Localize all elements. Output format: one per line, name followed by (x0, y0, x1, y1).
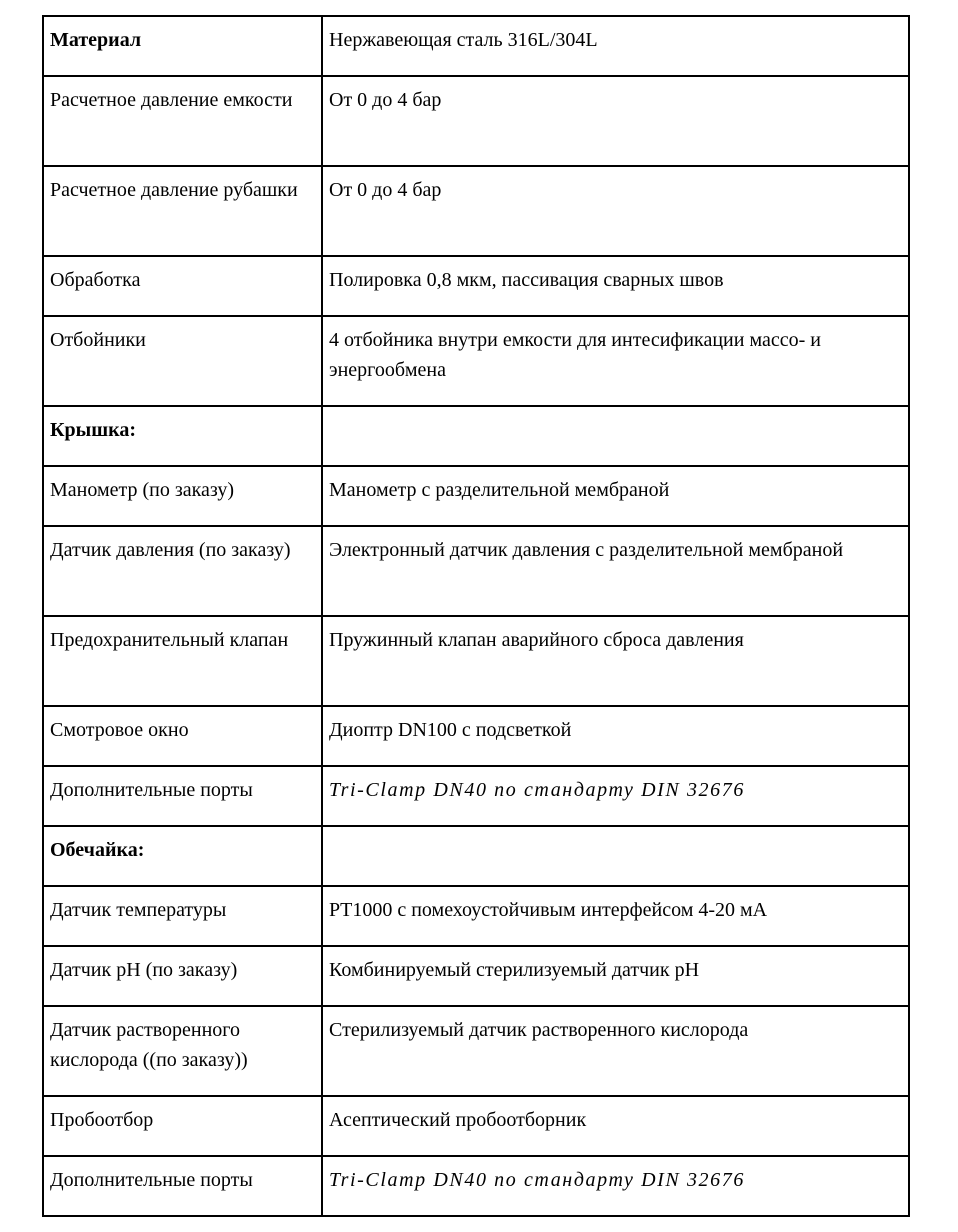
table-row (43, 616, 909, 706)
row-label: Дополнительные порты (43, 766, 322, 826)
table-row (43, 316, 909, 406)
table-row (43, 1006, 909, 1096)
section-heading: Крышка: (43, 406, 322, 466)
table-row (43, 886, 909, 946)
row-label: Дополнительные порты (43, 1156, 322, 1216)
table-row (43, 766, 909, 826)
table-row (43, 76, 909, 166)
row-label: Смотровое окно (43, 706, 322, 766)
section-heading: Обечайка: (43, 826, 322, 886)
row-value: От 0 до 4 бар (322, 166, 909, 256)
table-row (43, 166, 909, 256)
table-row (43, 466, 909, 526)
table-row (43, 1096, 909, 1156)
table-row (43, 256, 909, 316)
row-value: Диоптр DN100 с подсветкой (322, 706, 909, 766)
row-value: Полировка 0,8 мкм, пассивация сварных швов (322, 256, 909, 316)
row-value: Tri-Clamp DN40 по стандарту DIN 32676 (322, 1156, 909, 1216)
section-row-shell (43, 826, 909, 886)
row-label: Датчик pH (по заказу) (43, 946, 322, 1006)
table-row (43, 526, 909, 616)
row-value: PT1000 с помехоустойчивым интерфейсом 4-20 мА (322, 886, 909, 946)
row-label: Расчетное давление рубашки (43, 166, 322, 256)
row-value: 4 отбойника внутри емкости для интесификации массо- и энергообмена (322, 316, 909, 406)
table-row (43, 1156, 909, 1216)
row-label: Пробоотбор (43, 1096, 322, 1156)
row-label: Манометр (по заказу) (43, 466, 322, 526)
row-label: Отбойники (43, 316, 322, 406)
specification-table (42, 15, 910, 1217)
row-value: Электронный датчик давления с разделительной мембраной (322, 526, 909, 616)
row-label: Датчик давления (по заказу) (43, 526, 322, 616)
row-value: Пружинный клапан аварийного сброса давления (322, 616, 909, 706)
section-row-lid (43, 406, 909, 466)
row-label: Материал (43, 16, 322, 76)
row-value: Манометр с разделительной мембраной (322, 466, 909, 526)
row-label: Обработка (43, 256, 322, 316)
row-value (322, 826, 909, 886)
row-value: Tri-Clamp DN40 по стандарту DIN 32676 (322, 766, 909, 826)
table-row (43, 946, 909, 1006)
row-value: Стерилизуемый датчик растворенного кислорода (322, 1006, 909, 1096)
row-value: Асептический пробоотборник (322, 1096, 909, 1156)
row-label: Датчик растворенного кислорода ((по заказу)) (43, 1006, 322, 1096)
row-value (322, 406, 909, 466)
table-row (43, 16, 909, 76)
row-value: Комбинируемый стерилизуемый датчик pH (322, 946, 909, 1006)
row-value: От 0 до 4 бар (322, 76, 909, 166)
row-label: Датчик температуры (43, 886, 322, 946)
table-row (43, 706, 909, 766)
row-label: Предохранительный клапан (43, 616, 322, 706)
row-value: Нержавеющая сталь 316L/304L (322, 16, 909, 76)
row-label: Расчетное давление емкости (43, 76, 322, 166)
